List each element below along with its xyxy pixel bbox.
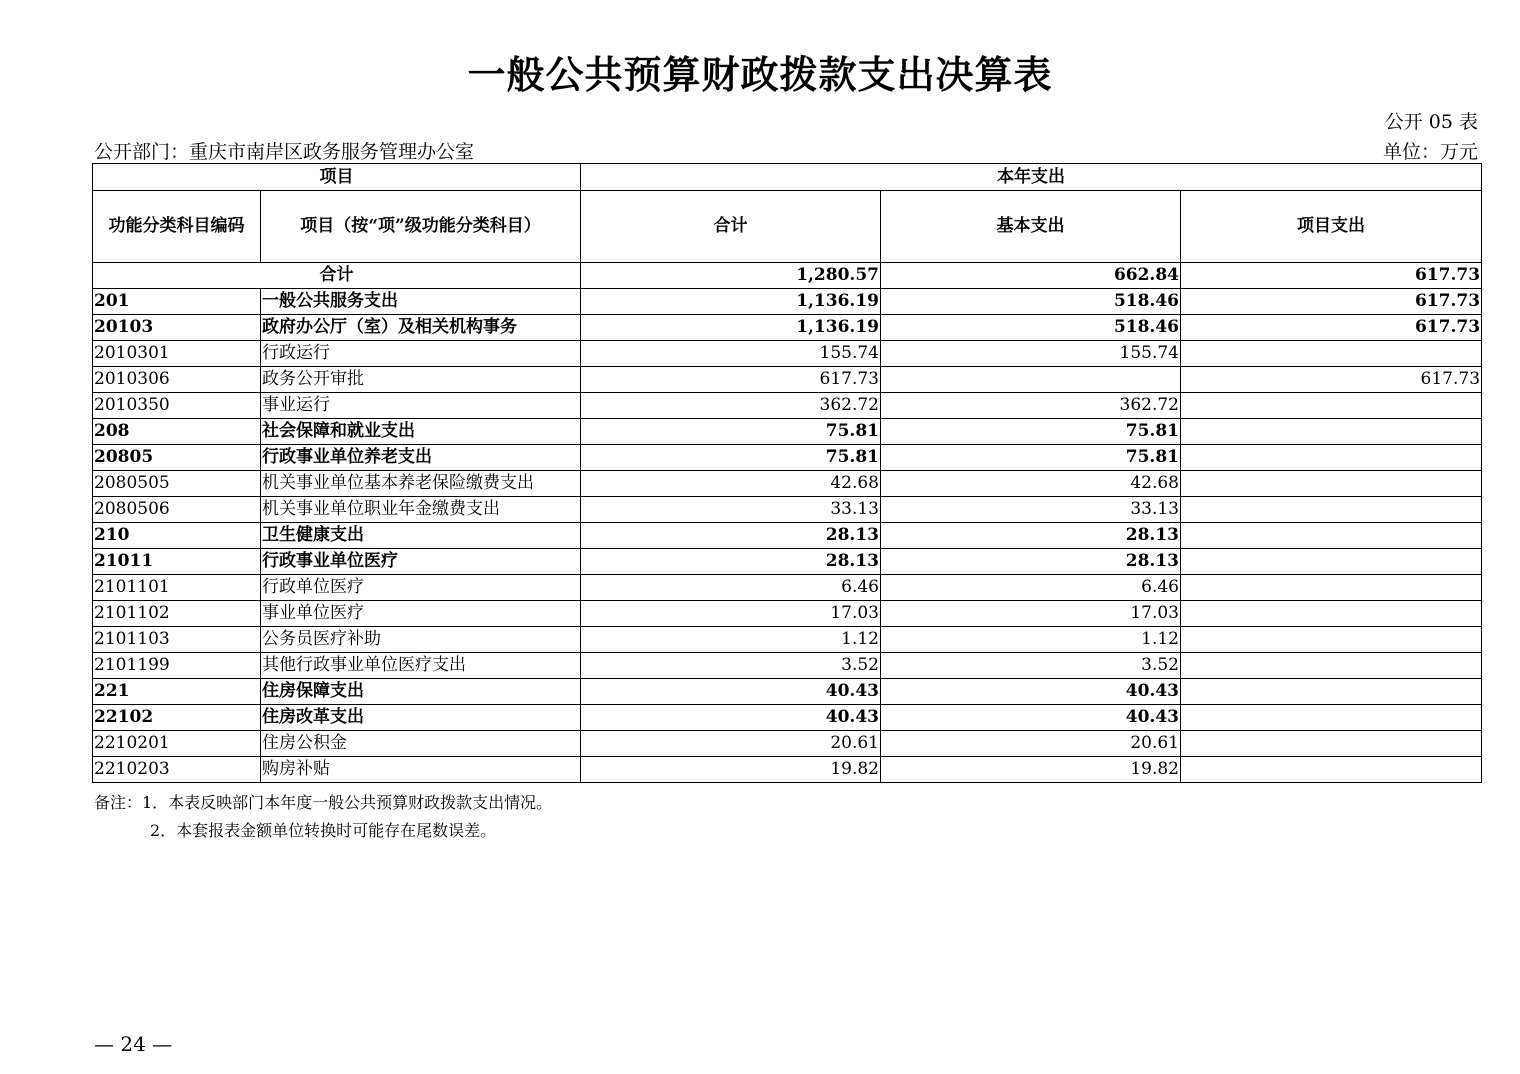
row-name: 住房保障支出 [261,679,581,705]
row-project [1181,393,1482,419]
row-basic: 19.82 [881,757,1181,783]
row-total: 6.46 [581,575,881,601]
row-project [1181,471,1482,497]
row-basic: 3.52 [881,653,1181,679]
table-row [93,367,1482,393]
header-item: 项目（按“项”级功能分类科目） [261,191,581,263]
row-name: 社会保障和就业支出 [261,419,581,445]
total-sum: 1,280.57 [581,263,881,289]
page-number: — 24 — [94,1032,173,1056]
row-code: 20805 [93,445,261,471]
row-code: 20103 [93,315,261,341]
row-name: 购房补贴 [261,757,581,783]
row-code: 2010301 [93,341,261,367]
row-project [1181,341,1482,367]
total-label: 合计 [93,263,581,289]
row-name: 行政运行 [261,341,581,367]
row-total: 42.68 [581,471,881,497]
header-current-year: 本年支出 [581,164,1482,191]
row-total: 28.13 [581,549,881,575]
row-basic: 28.13 [881,549,1181,575]
row-name: 机关事业单位职业年金缴费支出 [261,497,581,523]
table-row [93,705,1482,731]
row-total: 28.13 [581,523,881,549]
row-basic: 518.46 [881,289,1181,315]
row-total: 617.73 [581,367,881,393]
table-row [93,445,1482,471]
table-row [93,627,1482,653]
row-name: 事业单位医疗 [261,601,581,627]
row-total: 1,136.19 [581,315,881,341]
row-project [1181,627,1482,653]
row-name: 住房公积金 [261,731,581,757]
row-project [1181,679,1482,705]
row-basic: 518.46 [881,315,1181,341]
table-row [93,497,1482,523]
row-name: 行政单位医疗 [261,575,581,601]
row-basic: 40.43 [881,679,1181,705]
row-code: 210 [93,523,261,549]
total-row [93,263,1482,289]
row-basic: 75.81 [881,445,1181,471]
row-basic: 20.61 [881,731,1181,757]
row-code: 21011 [93,549,261,575]
table-row [93,601,1482,627]
row-project [1181,523,1482,549]
note-1: 备注：1．本表反映部门本年度一般公共预算财政拨款支出情况。 [94,793,553,812]
table-row [93,653,1482,679]
row-basic: 362.72 [881,393,1181,419]
row-name: 其他行政事业单位医疗支出 [261,653,581,679]
table-row [93,757,1482,783]
row-code: 2080505 [93,471,261,497]
row-project [1181,601,1482,627]
row-total: 40.43 [581,705,881,731]
note-2: 2．本套报表金额单位转换时可能存在尾数误差。 [150,821,497,840]
row-code: 2101199 [93,653,261,679]
row-basic: 40.43 [881,705,1181,731]
header-total: 合计 [581,191,881,263]
table-row [93,731,1482,757]
table-row [93,289,1482,315]
row-code: 2010306 [93,367,261,393]
row-project [1181,549,1482,575]
row-total: 155.74 [581,341,881,367]
row-project [1181,419,1482,445]
row-name: 机关事业单位基本养老保险缴费支出 [261,471,581,497]
row-name: 政府办公厅（室）及相关机构事务 [261,315,581,341]
row-total: 40.43 [581,679,881,705]
row-code: 2210201 [93,731,261,757]
row-name: 政务公开审批 [261,367,581,393]
table-row [93,549,1482,575]
notes [94,789,552,845]
header-row-columns [93,191,1482,263]
expenditure-table [92,163,1482,783]
row-project: 617.73 [1181,315,1482,341]
header-basic: 基本支出 [881,191,1181,263]
department-label: 公开部门：重庆市南岸区政务服务管理办公室 [94,141,475,163]
row-name: 事业运行 [261,393,581,419]
table-row [93,393,1482,419]
row-project [1181,445,1482,471]
table-row [93,471,1482,497]
row-name: 公务员医疗补助 [261,627,581,653]
total-basic: 662.84 [881,263,1181,289]
row-name: 一般公共服务支出 [261,289,581,315]
row-project [1181,653,1482,679]
row-basic: 17.03 [881,601,1181,627]
table-row [93,575,1482,601]
row-project: 617.73 [1181,289,1482,315]
row-code: 2080506 [93,497,261,523]
row-code: 2101102 [93,601,261,627]
row-code: 2101101 [93,575,261,601]
row-name: 行政事业单位养老支出 [261,445,581,471]
table-row [93,679,1482,705]
row-basic: 6.46 [881,575,1181,601]
row-project [1181,575,1482,601]
row-total: 3.52 [581,653,881,679]
row-total: 20.61 [581,731,881,757]
row-code: 201 [93,289,261,315]
row-name: 行政事业单位医疗 [261,549,581,575]
row-basic: 75.81 [881,419,1181,445]
unit-label: 单位：万元 [1382,141,1478,163]
table-row [93,315,1482,341]
page-title: 一般公共预算财政拨款支出决算表 [467,52,1053,97]
header-project-expense: 项目支出 [1181,191,1482,263]
row-code: 2101103 [93,627,261,653]
row-code: 2010350 [93,393,261,419]
row-project [1181,757,1482,783]
row-basic [881,367,1181,393]
row-basic: 33.13 [881,497,1181,523]
row-total: 19.82 [581,757,881,783]
row-basic: 155.74 [881,341,1181,367]
row-total: 75.81 [581,419,881,445]
total-project: 617.73 [1181,263,1482,289]
header-row-top [93,164,1482,191]
header-project: 项目 [93,164,581,191]
row-basic: 42.68 [881,471,1181,497]
row-project: 617.73 [1181,367,1482,393]
row-total: 362.72 [581,393,881,419]
row-total: 75.81 [581,445,881,471]
row-name: 卫生健康支出 [261,523,581,549]
row-project [1181,731,1482,757]
row-basic: 1.12 [881,627,1181,653]
row-project [1181,705,1482,731]
row-total: 1,136.19 [581,289,881,315]
form-number: 公开 05 表 [1384,111,1478,133]
row-total: 17.03 [581,601,881,627]
row-code: 208 [93,419,261,445]
row-total: 1.12 [581,627,881,653]
table-row [93,523,1482,549]
row-code: 221 [93,679,261,705]
row-code: 22102 [93,705,261,731]
table-row [93,419,1482,445]
row-code: 2210203 [93,757,261,783]
row-total: 33.13 [581,497,881,523]
row-project [1181,497,1482,523]
header-code: 功能分类科目编码 [93,191,261,263]
table-row [93,341,1482,367]
row-basic: 28.13 [881,523,1181,549]
row-name: 住房改革支出 [261,705,581,731]
